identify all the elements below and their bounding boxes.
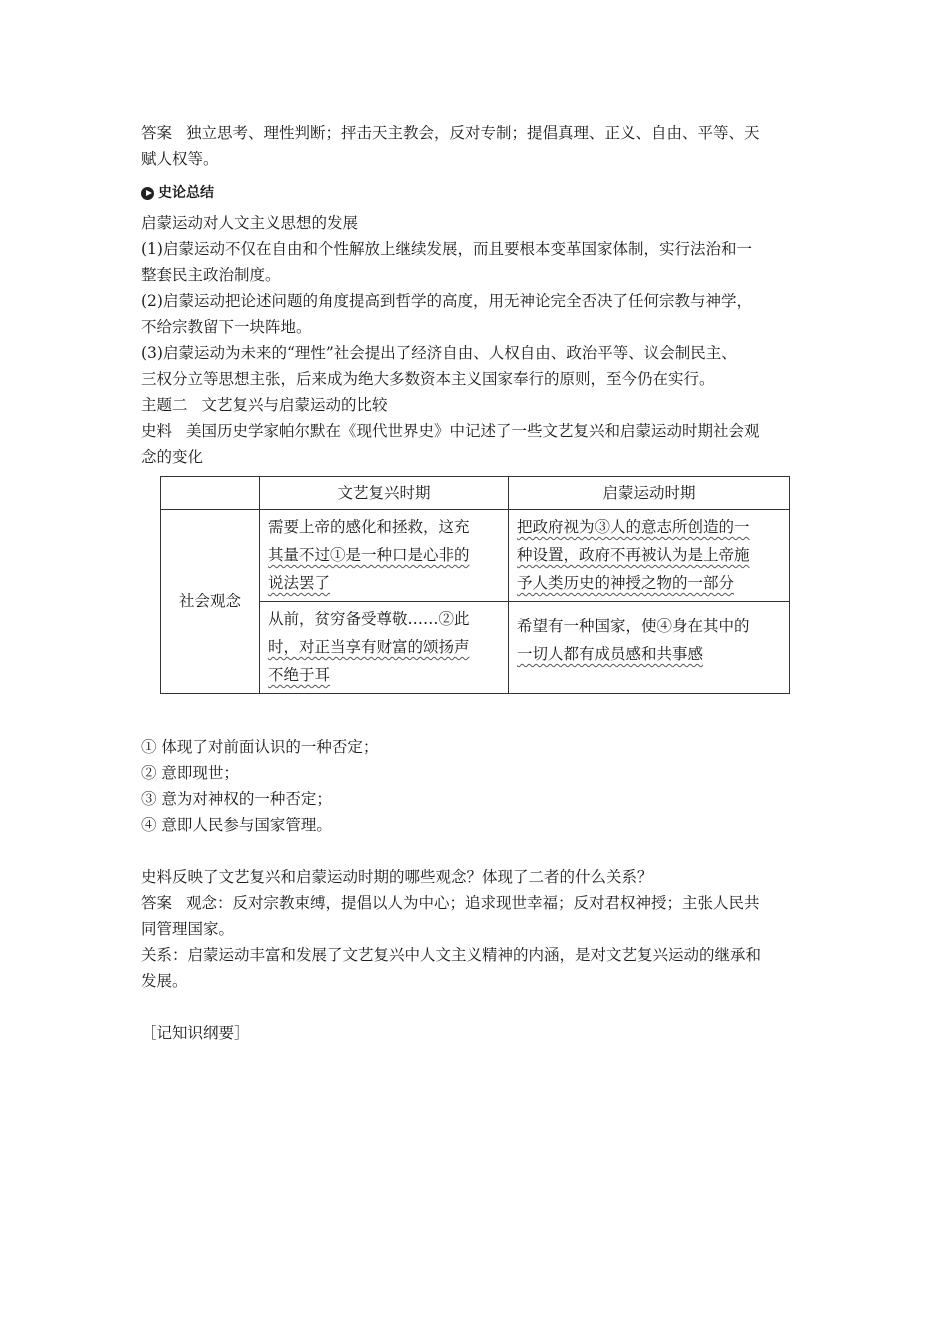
table-cell-renaissance-1 [260, 510, 509, 602]
source-intro [141, 418, 813, 444]
cell-line-underlined: 一切人都有成员感和共事感 [517, 645, 704, 663]
relation-line-1: 关系：启蒙运动丰富和发展了文艺复兴中人文主义精神的内涵，是对文艺复兴运动的继承和 [141, 946, 762, 964]
note-2: ② 意即现世； [141, 764, 239, 782]
answer-2-cont: 同管理国家。 [141, 920, 235, 938]
summary-point-3b: 三权分立等思想主张，后来成为绝大多数资本主义国家奉行的原则，至今仍在实行。 [141, 370, 715, 388]
table-header-row [161, 477, 790, 510]
knowledge-outline-heading: ［记知识纲要］ [141, 1024, 250, 1042]
theme-2-title: 文艺复兴与启蒙运动的比较 [201, 396, 388, 414]
table-row [161, 510, 790, 602]
answer-label: 答案 [141, 124, 173, 142]
table-cell-enlightenment-1 [509, 510, 790, 602]
summary-heading-text: 史论总结 [158, 185, 214, 201]
summary-point-2b: 不给宗教留下一块阵地。 [141, 318, 312, 336]
question: 史料反映了文艺复兴和启蒙运动时期的哪些观念？体现了二者的什么关系？ [141, 868, 653, 886]
table-header-empty [161, 477, 260, 510]
answer-text: 观念：反对宗教束缚，提倡以人为中心；追求现世幸福；反对君权神授；主张人民共 [186, 894, 760, 912]
cell-line: 需要上帝的感化和拯救，这充 [268, 518, 470, 536]
table-cell-renaissance-2 [260, 602, 509, 694]
cell-line-underlined: 不绝于耳 [268, 666, 331, 684]
play-bullet-icon [141, 187, 154, 200]
source-text: 美国历史学家帕尔默在《现代世界史》中记述了一些文艺复兴和启蒙运动时期社会观 [186, 422, 760, 440]
note-4: ④ 意即人民参与国家管理。 [141, 816, 332, 834]
summary-point-1b: 整套民主政治制度。 [141, 266, 281, 284]
note-3: ③ 意为对神权的一种否定； [141, 790, 332, 808]
cell-line-underlined: 把政府视为③人的意志所创造的一 [517, 518, 750, 536]
answer-2 [141, 890, 813, 916]
cell-line-underlined: 予人类历史的神授之物的一部分 [517, 574, 735, 592]
cell-line: 从前，贫穷备受尊敬……②此 [268, 610, 470, 628]
summary-heading [141, 180, 813, 206]
table-header-enlightenment: 启蒙运动时期 [509, 477, 790, 510]
cell-line: 希望有一种国家，使④身在其中的 [517, 617, 750, 635]
answer-1 [141, 120, 813, 146]
cell-line-underlined: 其量不过①是一种口是心非的 [268, 546, 470, 564]
summary-point-3a: (3)启蒙运动为未来的“理性”社会提出了经济自由、人权自由、政治平等、议会制民主、 [141, 344, 737, 362]
summary-title: 启蒙运动对人文主义思想的发展 [141, 214, 359, 232]
summary-point-2a: (2)启蒙运动把论述问题的角度提高到哲学的高度，用无神论完全否决了任何宗教与神学， [141, 292, 752, 310]
note-1: ① 体现了对前面认识的一种否定； [141, 738, 379, 756]
source-intro-cont: 念的变化 [141, 448, 204, 466]
comparison-table [160, 476, 790, 694]
cell-line-underlined: 说法罢了 [268, 574, 331, 592]
answer-1-cont: 赋人权等。 [141, 150, 219, 168]
table-header-renaissance: 文艺复兴时期 [260, 477, 509, 510]
answer-label: 答案 [141, 894, 173, 912]
row-label-social-views: 社会观念 [161, 510, 260, 694]
cell-line-underlined: 种设置，政府不再被认为是上帝施 [517, 546, 750, 564]
relation-line-2: 发展。 [141, 972, 188, 990]
table-cell-enlightenment-2 [509, 602, 790, 694]
source-label: 史料 [141, 422, 173, 440]
document-page [141, 120, 813, 1046]
cell-line-underlined: 时，对正当享有财富的颂扬声 [268, 638, 470, 656]
theme-2-heading [141, 392, 813, 418]
answer-text: 独立思考、理性判断；抨击天主教会，反对专制；提倡真理、正义、自由、平等、天 [186, 124, 760, 142]
theme-2-label: 主题二 [141, 396, 188, 414]
summary-point-1a: (1)启蒙运动不仅在自由和个性解放上继续发展，而且要根本变革国家体制，实行法治和一 [141, 240, 752, 258]
